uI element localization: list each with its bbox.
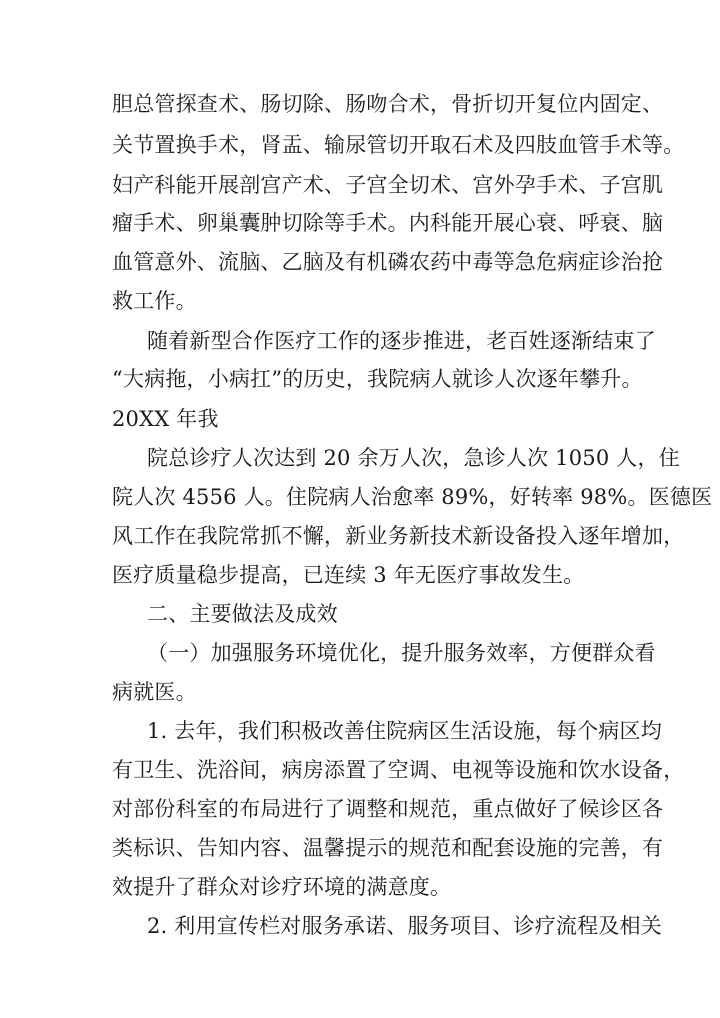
text-line: 妇产科能开展剖宫产术、子宫全切术、宫外孕手术、子宫肌 [112,173,664,197]
text-line: 血管意外、流脑、乙脑及有机磷农药中毒等急危病症诊治抢 [112,250,664,274]
subsection-heading: （一）加强服务环境优化，提升服务效率，方便群众看 [147,641,656,665]
text-line: 风工作在我院常抓不懈，新业务新技术新设备投入逐年增加， [112,524,685,548]
text-line: 有卫生、洗浴间，病房添置了空调、电视等设施和饮水设备， [112,758,685,782]
text-line: 院人次 4556 人。住院病人治愈率 89%，好转率 98%。医德医 [112,485,713,509]
text-line: 院总诊疗人次达到 20 余万人次，急诊人次 1050 人，住 [147,446,680,470]
text-line: 救工作。 [112,289,197,313]
text-line: 随着新型合作医疗工作的逐步推进，老百姓逐渐结束了 [147,329,656,353]
section-heading: 二、主要做法及成效 [147,602,338,626]
text-line: 效提升了群众对诊疗环境的满意度。 [112,875,452,899]
text-line: 对部份科室的布局进行了调整和规范，重点做好了候诊区各 [112,797,664,821]
text-line: 20XX 年我 [112,407,219,431]
text-line: 医疗质量稳步提高，已连续 3 年无医疗事故发生。 [112,563,585,587]
text-line: 类标识、告知内容、温馨提示的规范和配套设施的完善，有 [112,836,664,860]
text-line: 关节置换手术，肾盂、输尿管切开取石术及四肢血管手术等。 [112,133,685,157]
text-line: 1. 去年，我们积极改善住院病区生活设施，每个病区均 [147,719,662,743]
text-line: 瘤手术、卵巢囊肿切除等手术。内科能开展心衰、呼衰、脑 [112,211,664,235]
text-line: 胆总管探查术、肠切除、肠吻合术，骨折切开复位内固定、 [112,92,664,116]
text-line: 病就医。 [112,680,197,704]
text-line: 2. 利用宣传栏对服务承诺、服务项目、诊疗流程及相关 [147,914,662,938]
text-line: “大病拖，小病扛”的历史，我院病人就诊人次逐年攀升。 [112,367,643,391]
